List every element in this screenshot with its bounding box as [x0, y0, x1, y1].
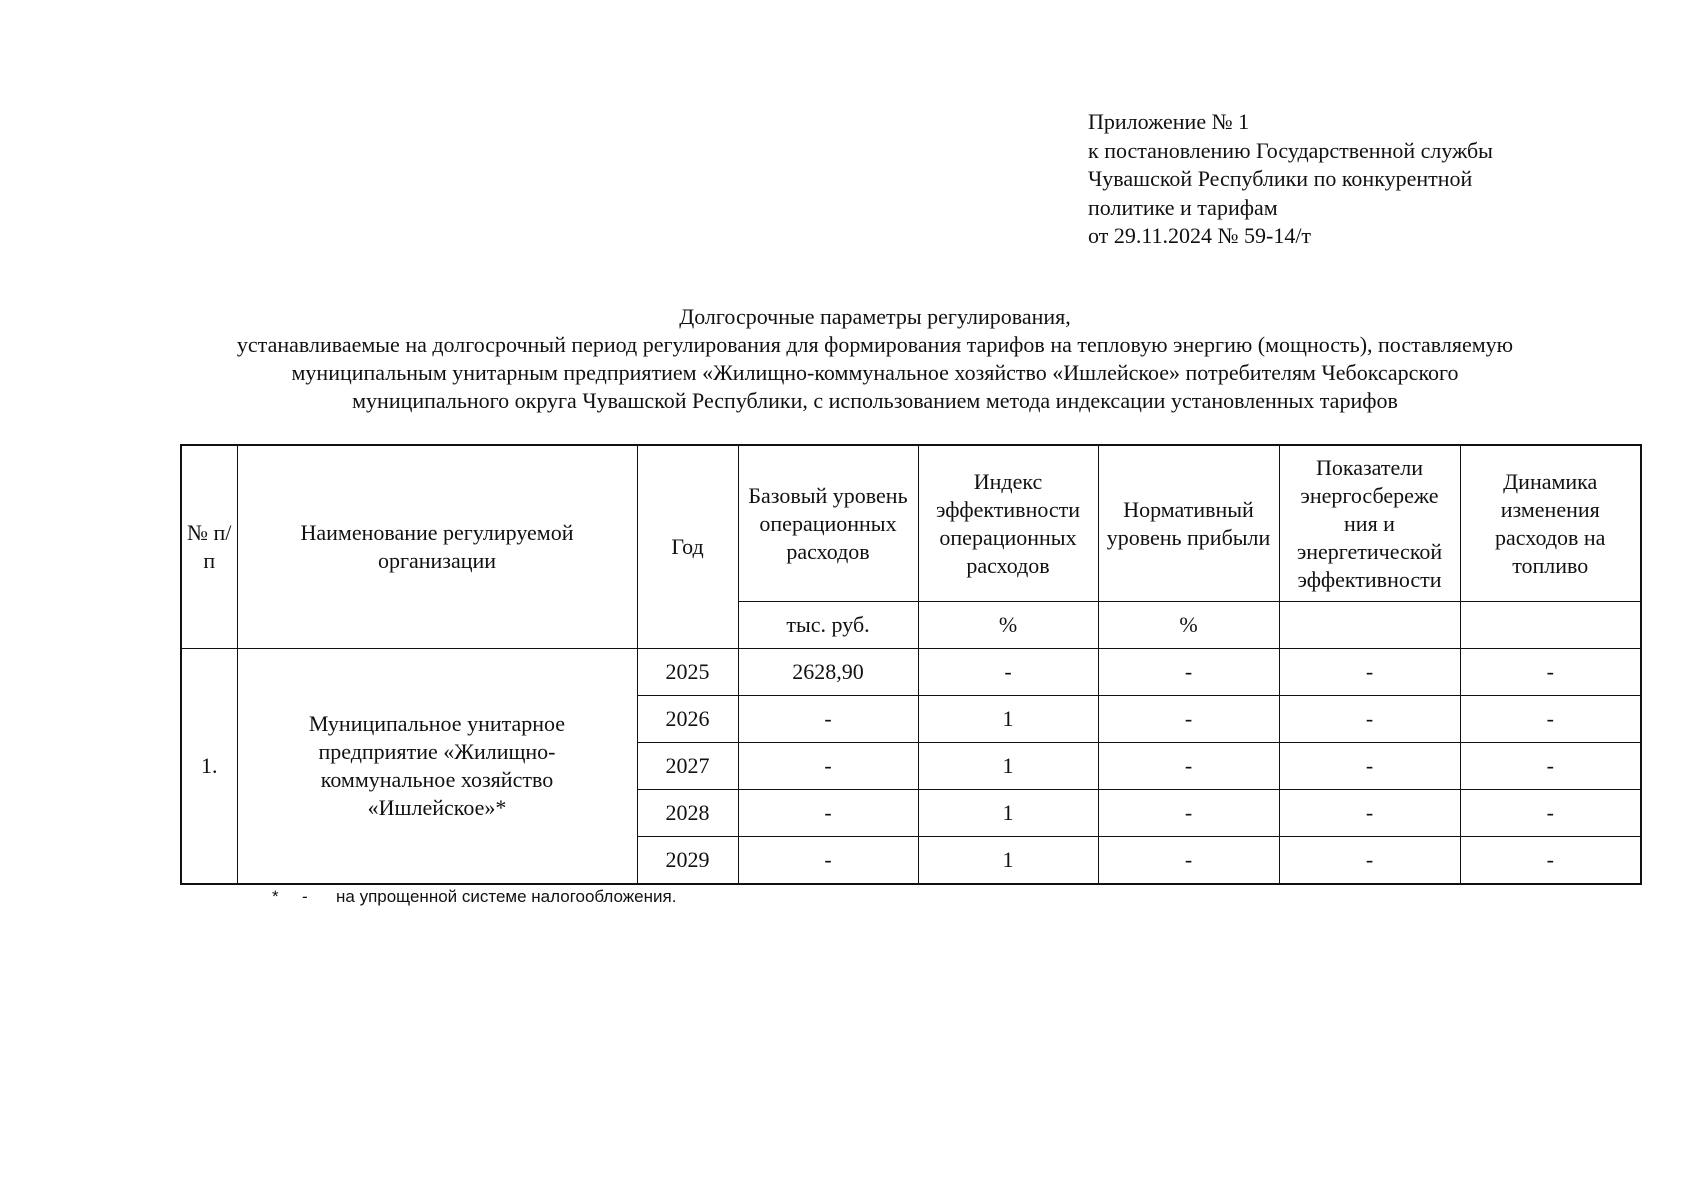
header-year: Год — [637, 445, 738, 649]
header-num: № п/п — [181, 445, 237, 649]
org-num: 1. — [181, 649, 237, 885]
cell-year: 2025 — [637, 649, 738, 696]
footnote-mark: * — [272, 887, 279, 906]
title-line: устанавливаемые на долгосрочный период регулирования для формирования тарифов на тепловую энергию (мощность), поставляемую — [236, 332, 1514, 357]
unit-profit-level: % — [1098, 602, 1279, 649]
cell-base-opex: - — [738, 790, 918, 837]
footnote — [272, 887, 676, 907]
cell-base-opex: 2628,90 — [738, 649, 918, 696]
cell-year: 2029 — [637, 837, 738, 885]
appendix-line: к постановлению Государственной службы — [1088, 137, 1493, 163]
title-line: Долгосрочные параметры регулирования, — [679, 304, 1071, 329]
footnote-text: на упрощенной системе налогообложения. — [336, 887, 677, 906]
cell-fuel-dynamics: - — [1460, 743, 1641, 790]
unit-fuel-dynamics — [1460, 602, 1641, 649]
cell-base-opex: - — [738, 696, 918, 743]
footnote-dash: - — [302, 887, 308, 906]
unit-efficiency-index: % — [918, 602, 1098, 649]
cell-fuel-dynamics: - — [1460, 696, 1641, 743]
cell-profit-level: - — [1098, 837, 1279, 885]
cell-efficiency-index: 1 — [918, 696, 1098, 743]
cell-fuel-dynamics: - — [1460, 790, 1641, 837]
cell-profit-level: - — [1098, 696, 1279, 743]
appendix-title: Приложение № 1 — [1088, 109, 1250, 134]
parameters-table — [180, 444, 1642, 885]
cell-energy-saving: - — [1279, 790, 1460, 837]
cell-year: 2026 — [637, 696, 738, 743]
cell-energy-saving: - — [1279, 696, 1460, 743]
table-row — [181, 649, 1641, 696]
header-row — [181, 445, 1641, 602]
cell-profit-level: - — [1098, 743, 1279, 790]
header-fuel-dynamics: Динамика изменения расходов на топливо — [1460, 445, 1641, 602]
appendix-date-number: от 29.11.2024 № 59-14/т — [1088, 223, 1312, 248]
cell-efficiency-index: - — [918, 649, 1098, 696]
cell-energy-saving: - — [1279, 649, 1460, 696]
header-base-opex: Базовый уровень операционных расходов — [738, 445, 918, 602]
cell-profit-level: - — [1098, 790, 1279, 837]
cell-base-opex: - — [738, 837, 918, 885]
cell-year: 2027 — [637, 743, 738, 790]
unit-base-opex: тыс. руб. — [738, 602, 918, 649]
cell-efficiency-index: 1 — [918, 837, 1098, 885]
document-title — [150, 303, 1600, 415]
cell-profit-level: - — [1098, 649, 1279, 696]
header-org-name: Наименование регулируемой организации — [237, 445, 637, 649]
title-line: муниципального округа Чувашской Республики, с использованием метода индексации установленных тарифов — [352, 388, 1398, 413]
cell-base-opex: - — [738, 743, 918, 790]
header-profit-level: Нормативный уровень прибыли — [1098, 445, 1279, 602]
cell-fuel-dynamics: - — [1460, 837, 1641, 885]
unit-energy-saving — [1279, 602, 1460, 649]
appendix-block — [1088, 108, 1493, 251]
cell-year: 2028 — [637, 790, 738, 837]
appendix-line: Чувашской Республики по конкурентной — [1088, 166, 1473, 191]
header-efficiency-index: Индекс эффективности операционных расходов — [918, 445, 1098, 602]
title-line: муниципальным унитарным предприятием «Жилищно-коммунальное хозяйство «Ишлейское» потребителям Чебоксарского — [291, 360, 1459, 385]
cell-efficiency-index: 1 — [918, 743, 1098, 790]
header-energy-saving: Показатели энергосбереже ния и энергетической эффективности — [1279, 445, 1460, 602]
cell-energy-saving: - — [1279, 743, 1460, 790]
cell-energy-saving: - — [1279, 837, 1460, 885]
org-name: Муниципальное унитарное предприятие «Жилищно-коммунальное хозяйство «Ишлейское»* — [237, 649, 637, 885]
appendix-line: политике и тарифам — [1088, 194, 1278, 220]
cell-fuel-dynamics: - — [1460, 649, 1641, 696]
cell-efficiency-index: 1 — [918, 790, 1098, 837]
